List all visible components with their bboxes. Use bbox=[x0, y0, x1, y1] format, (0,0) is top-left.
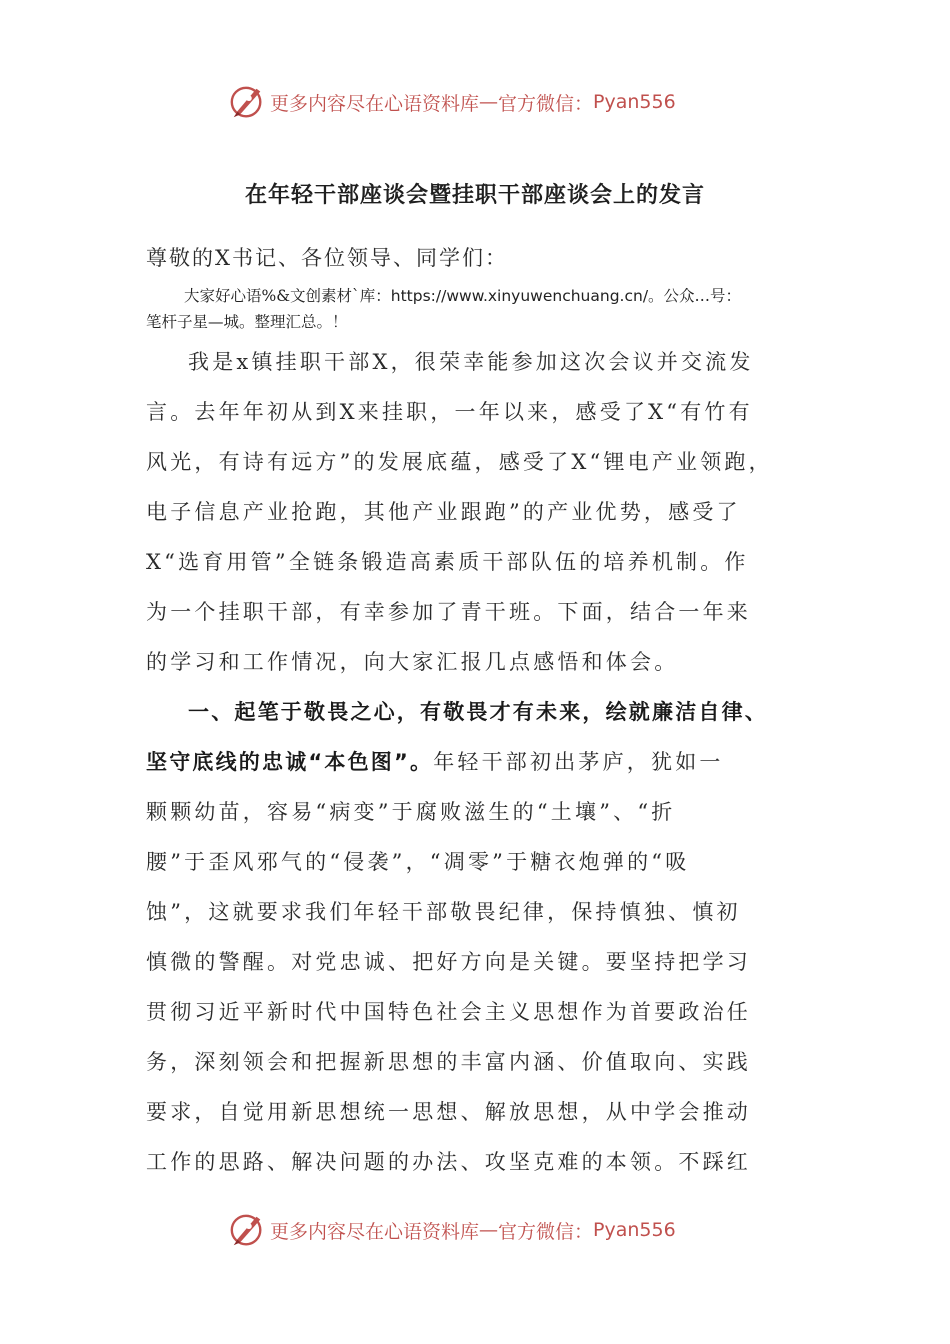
pen-logo-icon bbox=[228, 83, 266, 121]
promo-line-1 bbox=[146, 283, 826, 309]
paragraph-line: X“选育用管”全链条锻造高素质干部队伍的培养机制。作 bbox=[146, 550, 749, 574]
section-heading-line bbox=[146, 737, 826, 787]
banner-wechat-id: Pyan556 bbox=[593, 91, 676, 113]
paragraph-line: 贯彻习近平新时代中国特色社会主义思想作为首要政治任 bbox=[146, 1000, 751, 1024]
section-1-first-text: 年轻干部初出茅庐，犹如一 bbox=[433, 750, 724, 774]
banner-dash: — bbox=[479, 91, 499, 113]
banner-official-label: 官方微信： bbox=[498, 92, 594, 115]
paragraph-line: 腰”于歪风邪气的“侵袭”，“凋零”于糖衣炮弹的“吸 bbox=[146, 850, 690, 874]
promo-note bbox=[146, 283, 826, 335]
section-1-heading-part-2: 坚守底线的忠诚“本色图”。 bbox=[146, 750, 434, 774]
paragraph-line: 风光，有诗有远方”的发展底蕴，感受了X“锂电产业领跑， bbox=[146, 450, 773, 474]
promo-suffix: 。公众…号： bbox=[648, 287, 742, 305]
banner-text: 更多内容尽在心语资料库 bbox=[270, 1220, 480, 1243]
watermark-banner-bottom bbox=[228, 1210, 676, 1250]
paragraph-line: 我是x镇挂职干部X，很荣幸能参加这次会议并交流发 bbox=[188, 350, 754, 374]
section-1-heading-part-1: 一、起笔于敬畏之心，有敬畏才有未来，绘就廉洁自律、 bbox=[188, 700, 768, 724]
banner-dash: — bbox=[479, 1219, 499, 1241]
paragraph-line: 颗颗幼苗，容易“病变”于腐败滋生的“土壤”、“折 bbox=[146, 800, 676, 824]
banner-official-label: 官方微信： bbox=[498, 1220, 594, 1243]
banner-text: 更多内容尽在心语资料库 bbox=[270, 92, 480, 115]
section-heading-line bbox=[146, 687, 826, 737]
paragraph-line: 工作的思路、解决问题的办法、攻坚克难的本领。不踩红 bbox=[146, 1150, 751, 1174]
banner-wechat-id: Pyan556 bbox=[593, 1219, 676, 1241]
promo-prefix: 大家好心语%&文创素材`库： bbox=[184, 287, 391, 305]
document-body bbox=[146, 337, 826, 1187]
promo-url[interactable]: https://www.xinyuwenchuang.cn/ bbox=[390, 287, 649, 305]
promo-line-2: 笔杆子星—城。整理汇总。！ bbox=[146, 313, 348, 331]
paragraph-line: 蚀”，这就要求我们年轻干部敬畏纪律，保持慎独、慎初 bbox=[146, 900, 741, 924]
paragraph-line: 言。去年年初从到X来挂职，一年以来，感受了X“有竹有 bbox=[146, 400, 753, 424]
watermark-banner-top bbox=[228, 82, 676, 122]
paragraph-line: 要求，自觉用新思想统一思想、解放思想，从中学会推动 bbox=[146, 1100, 751, 1124]
pen-logo-icon bbox=[228, 1211, 266, 1249]
salutation: 尊敬的X书记、各位领导、同学们： bbox=[146, 246, 508, 270]
paragraph-line: 务，深刻领会和把握新思想的丰富内涵、价值取向、实践 bbox=[146, 1050, 751, 1074]
paragraph-line: 为一个挂职干部，有幸参加了青干班。下面，结合一年来 bbox=[146, 600, 751, 624]
paragraph-line: 慎微的警醒。对党忠诚、把好方向是关键。要坚持把学习 bbox=[146, 950, 751, 974]
document-title: 在年轻干部座谈会暨挂职干部座谈会上的发言 bbox=[244, 183, 705, 208]
paragraph-line: 电子信息产业抢跑，其他产业跟跑”的产业优势，感受了 bbox=[146, 500, 741, 524]
paragraph-line: 的学习和工作情况，向大家汇报几点感悟和体会。 bbox=[146, 650, 679, 674]
